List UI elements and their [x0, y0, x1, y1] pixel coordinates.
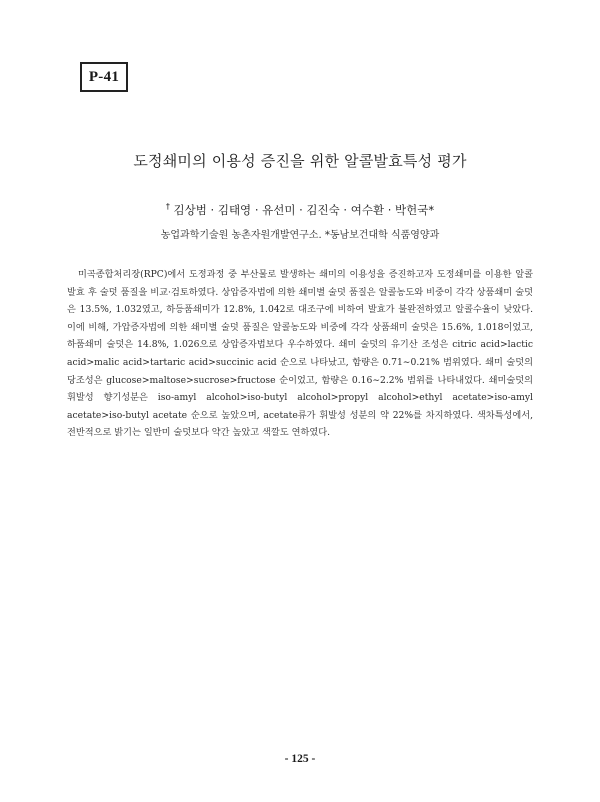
- poster-id: P-41: [88, 68, 120, 85]
- author-names: 김상범 · 김태영 · 유선미 · 김진숙 · 여수환 · 박헌국*: [173, 203, 435, 217]
- page-number: - 125 -: [284, 753, 316, 765]
- corresponding-author-marker: †: [165, 202, 170, 212]
- poster-id-box: [80, 62, 128, 92]
- affiliations: 농업과학기술원 농촌자원개발연구소. *동남보건대학 식품영양과: [160, 230, 440, 241]
- abstract-body: 미곡종합처리장(RPC)에서 도정과정 중 부산물로 발생하는 쇄미의 이용성을 증진하고자 도정쇄미를 이용한 알콜발효 후 술덧 품질을 비교·검토하였다. 상압증자법에 의한 쇄미별 술덧 품질은 알콜농도와 비중이 각각 상품쇄미 술덧은 13.5%, 1.032였고, 하등품쇄미가 12.8%, 1.042로 대조구에 비하여 발효가 불완전하였고 알콜수율이 낮았다. 이에 비해, 가압증자법에 의한 쇄미별 술덧 품질은 알콜농도와 비중에 각각 상품쇄미 술덧은 15.6%, 1.018이었고, 하품쇄미 술덧은 14.8%, 1.026으로 상압증자법보다 우수하였다. 쇄미 술덧의 유기산 조성은 citric acid>lactic acid>malic acid>tartaric acid>succinic acid 순으로 나타났고, 함량은 0.71∼0.21% 범위였다. 쇄미 술덧의 당조성은 glucose>maltose>sucrose>fructose 순이었고, 함량은 0.16∼2.2% 범위를 나타내었다. 쇄미술덧의 휘발성 향기성분은 iso-amyl alcohol>iso-butyl alcohol>propyl alcohol>ethyl acetate>iso-amyl acetate>iso-butyl acetate 순으로 높았으며, acetate류가 휘발성 성분의 약 22%를 차지하였다. 색차특성에서, 전반적으로 밝기는 일반미 술덧보다 약간 높았고 색깔도 연하였다.: [67, 269, 533, 439]
- paper-title: 도정쇄미의 이용성 증진을 위한 알콜발효특성 평가: [133, 152, 467, 170]
- author-list: [0, 202, 600, 218]
